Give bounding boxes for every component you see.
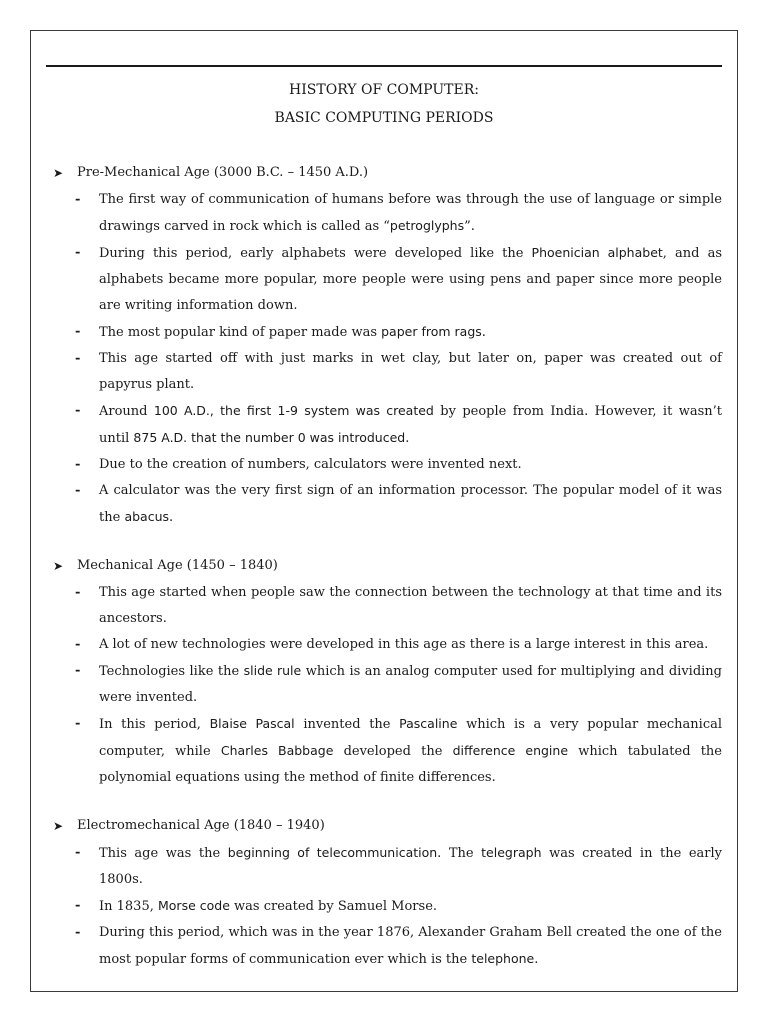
list-item	[0, 658, 768, 711]
list-item	[0, 319, 768, 346]
dash-bullet: -	[75, 925, 81, 940]
list-item	[0, 893, 768, 920]
emphasized-term: Phoenician alphabet	[531, 245, 663, 260]
emphasized-term: beginning of telecommunication	[227, 845, 438, 860]
list-item-text: During this period, early alphabets were developed like the Phoenician alphabet, and as alphabets became more popular, more people were using pens and paper since more people are writing information down.	[99, 245, 722, 313]
list-item	[0, 920, 768, 973]
top-rule	[46, 65, 722, 67]
document-subtitle: BASIC COMPUTING PERIODS	[274, 110, 494, 126]
dash-bullet: -	[75, 845, 81, 860]
list-item	[0, 711, 768, 791]
list-item-text: This age started when people saw the connection between the technology at that time and its ancestors.	[99, 585, 722, 626]
dash-bullet: -	[75, 637, 81, 652]
emphasized-term: slide rule	[243, 663, 302, 678]
section-heading	[0, 556, 768, 576]
dash-bullet: -	[75, 716, 81, 731]
emphasized-term: difference engine	[452, 743, 569, 758]
document-body	[0, 163, 768, 998]
section	[0, 556, 768, 791]
list-item-text: The first way of communication of humans before was through the use of language or simple drawings carved in rock which is called as “petroglyphs”.	[99, 192, 722, 234]
arrow-bullet-icon: ➤	[53, 166, 64, 180]
dash-bullet: -	[75, 898, 81, 913]
section	[0, 163, 768, 531]
list-item	[0, 398, 768, 452]
dash-bullet: -	[75, 192, 81, 207]
arrow-bullet-icon: ➤	[53, 819, 64, 833]
list-item-text: A lot of new technologies were developed in this age as there is a large interest in this area.	[99, 637, 709, 652]
dash-bullet: -	[75, 403, 81, 418]
dash-bullet: -	[75, 457, 81, 472]
list-item-text: The most popular kind of paper made was paper from rags.	[99, 324, 486, 340]
emphasized-term: Charles Babbage	[220, 743, 334, 758]
list-item	[0, 187, 768, 240]
section-heading	[0, 163, 768, 183]
section-heading-text: Mechanical Age (1450 – 1840)	[77, 558, 278, 573]
emphasized-term: Morse code	[158, 898, 230, 913]
emphasized-term: telephone	[471, 951, 535, 966]
emphasized-term: Pascaline	[399, 716, 458, 731]
dash-bullet: -	[75, 663, 81, 678]
emphasized-term: 875 A.D. that the number 0 was introduced	[133, 430, 406, 445]
list-item-text: Technologies like the slide rule which is an analog computer used for multiplying and dividing were invented.	[99, 663, 722, 705]
section-heading-text: Pre-Mechanical Age (3000 B.C. – 1450 A.D.)	[77, 165, 369, 180]
list-item	[0, 840, 768, 893]
list-item	[0, 478, 768, 531]
list-item	[0, 452, 768, 478]
list-item-text: In 1835, Morse code was created by Samuel Morse.	[99, 898, 438, 914]
dash-bullet: -	[75, 483, 81, 498]
section-heading-text: Electromechanical Age (1840 – 1940)	[77, 818, 325, 833]
emphasized-term: 100 A.D., the first 1-9 system was created	[153, 403, 434, 418]
emphasized-term: abacus	[124, 509, 169, 524]
list-item-text: Around 100 A.D., the first 1-9 system was created by people from India. However, it wasn’t until 875 A.D. that the number 0 was introduced.	[99, 403, 722, 446]
section-heading	[0, 816, 768, 836]
list-item-text: A calculator was the very first sign of an information processor. The popular model of it was the abacus.	[99, 483, 722, 525]
section	[0, 816, 768, 973]
dash-bullet: -	[75, 585, 81, 600]
list-item	[0, 240, 768, 319]
list-item-text: Due to the creation of numbers, calculators were invented next.	[99, 457, 522, 472]
document-title: HISTORY OF COMPUTER:	[289, 82, 479, 98]
arrow-bullet-icon: ➤	[53, 559, 64, 573]
emphasized-term: paper from rags	[381, 324, 482, 339]
list-item-text: This age was the beginning of telecommunication. The telegraph was created in the early 1800s.	[99, 845, 722, 887]
emphasized-term: telegraph	[481, 845, 542, 860]
list-item	[0, 346, 768, 398]
list-item-text: During this period, which was in the year 1876, Alexander Graham Bell created the one of the most popular forms of communication ever which is the telephone.	[99, 925, 722, 967]
emphasized-term: Blaise Pascal	[209, 716, 295, 731]
emphasized-term: petroglyphs	[389, 218, 465, 233]
list-item-text: This age started off with just marks in wet clay, but later on, paper was created out of papyrus plant.	[99, 351, 722, 392]
list-item	[0, 580, 768, 632]
dash-bullet: -	[75, 245, 81, 260]
list-item-text: In this period, Blaise Pascal invented the Pascaline which is a very popular mechanical computer, while Charles Babbage developed the difference engine which tabulated the polynomial equations using the method of finite differences.	[99, 716, 723, 785]
list-item	[0, 632, 768, 658]
dash-bullet: -	[75, 351, 81, 366]
dash-bullet: -	[75, 324, 81, 339]
